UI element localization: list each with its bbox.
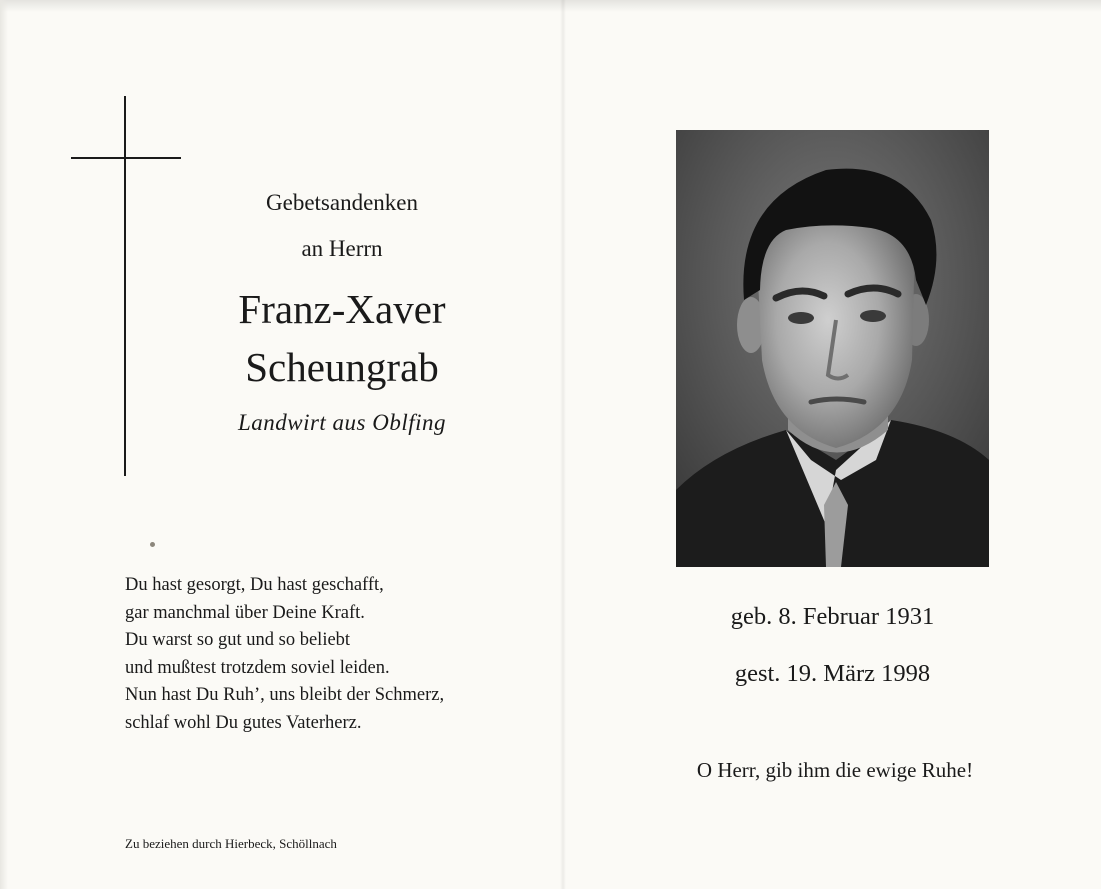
- death-date: gest. 19. März 1998: [734, 660, 931, 687]
- poem-line: und mußtest trotzdem soviel leiden.: [125, 657, 390, 678]
- poem-line: Du warst so gut und so beliebt: [125, 630, 351, 650]
- last-name: Scheungrab: [245, 344, 439, 390]
- portrait-photo: [676, 130, 989, 567]
- paper-speck: [150, 542, 155, 547]
- publisher-note: Zu beziehen durch Hierbeck, Schöllnach: [125, 836, 337, 851]
- scan-shadow-left: [0, 0, 8, 889]
- scan-shadow-top: [0, 0, 1101, 12]
- dedication-line-1: Gebetsandenken: [266, 190, 418, 215]
- cross-vertical-bar: [124, 96, 126, 476]
- poem-line: Du hast gesorgt, Du hast geschafft,: [125, 575, 384, 595]
- dedication-line-2: an Herrn: [301, 236, 383, 261]
- poem-line: gar manchmal über Deine Kraft.: [125, 602, 365, 623]
- card-fold: [560, 0, 566, 889]
- deceased-name: [160, 280, 524, 396]
- dedication: [160, 180, 524, 272]
- prayer-line: O Herr, gib ihm die ewige Ruhe!: [696, 758, 974, 782]
- first-name: Franz-Xaver: [238, 286, 446, 332]
- poem-line: schlaf wohl Du gutes Vaterherz.: [125, 712, 362, 733]
- occupation: Landwirt aus Oblfing: [237, 410, 447, 435]
- cross-horizontal-bar: [71, 157, 181, 159]
- memorial-poem: [125, 572, 545, 737]
- birth-date: geb. 8. Februar 1931: [730, 603, 935, 630]
- poem-line: Nun hast Du Ruh’, uns bleibt der Schmerz,: [125, 685, 445, 705]
- portrait-illustration: [676, 130, 989, 567]
